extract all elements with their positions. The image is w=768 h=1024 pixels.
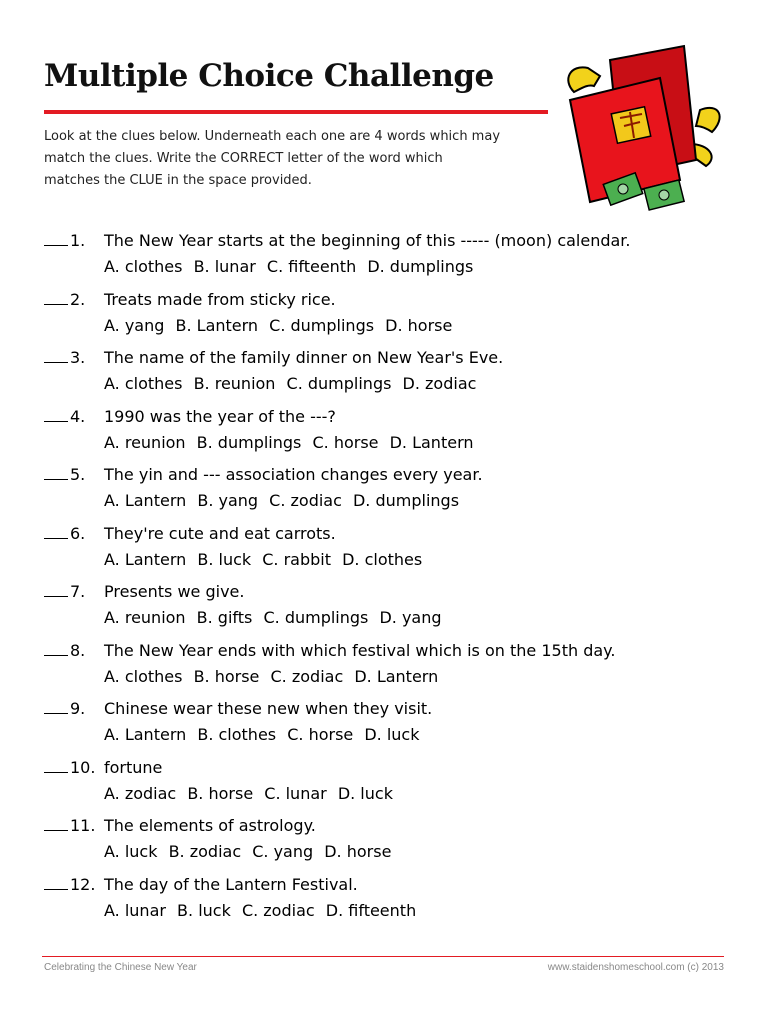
- answer-blank[interactable]: [44, 465, 68, 480]
- option-c: C. lunar: [264, 783, 327, 803]
- option-d: D. yang: [379, 608, 442, 627]
- option-c: C. horse: [287, 725, 354, 744]
- instruction-line: match the clues. Write the CORRECT letter of the word which: [44, 151, 443, 166]
- question-text: The New Year starts at the beginning of this ----- (moon) calendar.: [104, 231, 631, 250]
- option-d: D. zodiac: [402, 374, 477, 393]
- option-d: D. Lantern: [354, 666, 439, 686]
- answer-blank[interactable]: [44, 231, 68, 246]
- option-d: D. fifteenth: [325, 900, 417, 920]
- option-b: B. gifts: [196, 608, 253, 627]
- answer-blank[interactable]: [44, 524, 68, 539]
- question-item: [44, 696, 724, 755]
- option-d: D. horse: [385, 315, 453, 335]
- answer-options: [104, 433, 480, 452]
- question-text: The New Year ends with which festival which is on the 15th day.: [104, 640, 616, 660]
- question-text: 1990 was the year of the ---?: [104, 406, 336, 426]
- option-a: A. Lantern: [104, 549, 187, 569]
- answer-options: [104, 842, 397, 861]
- option-d: D. dumplings: [367, 257, 474, 276]
- question-item: [44, 521, 724, 580]
- option-a: A. clothes: [104, 666, 183, 686]
- answer-blank[interactable]: [44, 816, 68, 831]
- option-c: C. dumplings: [269, 315, 375, 335]
- footer-copyright: www.staidenshomeschool.com (c) 2013: [547, 962, 724, 973]
- option-a: A. clothes: [104, 257, 183, 276]
- answer-options: [104, 608, 448, 627]
- answer-blank[interactable]: [44, 641, 68, 656]
- answer-blank[interactable]: [44, 348, 68, 363]
- question-text: The day of the Lantern Festival.: [104, 874, 358, 894]
- answer-blank[interactable]: [44, 875, 68, 890]
- option-b: B. lunar: [193, 257, 256, 276]
- answer-options: [104, 491, 465, 510]
- option-b: B. dumplings: [196, 432, 302, 452]
- option-a: A. luck: [104, 842, 158, 861]
- option-d: D. luck: [364, 725, 420, 744]
- option-b: B. horse: [193, 666, 260, 686]
- question-item: [44, 579, 724, 638]
- question-item: [44, 872, 724, 931]
- question-item: [44, 345, 724, 404]
- answer-options: [104, 257, 479, 276]
- option-c: C. yang: [252, 842, 314, 861]
- question-text: The yin and --- association changes every year.: [104, 465, 483, 484]
- option-c: C. horse: [312, 432, 379, 452]
- option-b: B. luck: [177, 900, 231, 920]
- question-number: 4.: [70, 406, 86, 426]
- question-text: Chinese wear these new when they visit.: [104, 699, 433, 718]
- option-c: C. zodiac: [241, 900, 315, 920]
- option-c: C. zodiac: [270, 666, 344, 686]
- option-a: A. reunion: [104, 608, 186, 627]
- answer-options: [104, 374, 482, 393]
- footer-divider: [42, 956, 724, 957]
- answer-blank[interactable]: [44, 407, 68, 422]
- answer-options: [104, 725, 425, 744]
- answer-options: [104, 667, 444, 686]
- question-number: 8.: [70, 640, 86, 660]
- option-b: B. Lantern: [175, 315, 259, 335]
- answer-blank[interactable]: [44, 758, 68, 773]
- option-c: C. rabbit: [262, 549, 331, 569]
- question-number: 5.: [70, 465, 86, 484]
- option-d: D. Lantern: [389, 432, 474, 452]
- red-envelope-icon: [550, 40, 730, 220]
- title-divider: [44, 110, 548, 114]
- footer-title: Celebrating the Chinese New Year: [44, 962, 197, 973]
- option-a: A. reunion: [104, 432, 186, 452]
- question-number: 2.: [70, 289, 86, 309]
- question-number: 3.: [70, 348, 86, 367]
- option-b: B. yang: [197, 491, 259, 510]
- answer-blank[interactable]: [44, 582, 68, 597]
- answer-options: [104, 901, 422, 920]
- answer-blank[interactable]: [44, 699, 68, 714]
- question-number: 7.: [70, 582, 86, 601]
- option-a: A. yang: [104, 315, 165, 335]
- question-list: [44, 228, 724, 930]
- question-text: Treats made from sticky rice.: [104, 289, 336, 309]
- question-text: The elements of astrology.: [104, 816, 316, 835]
- question-text: They're cute and eat carrots.: [104, 523, 336, 543]
- question-text: fortune: [104, 757, 163, 777]
- answer-options: [104, 316, 458, 335]
- question-number: 9.: [70, 699, 86, 718]
- question-item: [44, 813, 724, 872]
- question-number: 10.: [70, 757, 96, 777]
- option-b: B. luck: [197, 549, 252, 569]
- option-c: C. fifteenth: [266, 257, 357, 276]
- option-d: D. horse: [324, 842, 392, 861]
- option-b: B. reunion: [193, 374, 276, 393]
- option-d: D. luck: [337, 783, 393, 803]
- question-number: 11.: [70, 816, 96, 835]
- question-item: [44, 287, 724, 346]
- option-a: A. Lantern: [104, 725, 187, 744]
- option-b: B. clothes: [197, 725, 277, 744]
- question-item: [44, 755, 724, 814]
- instruction-line: matches the CLUE in the space provided.: [44, 173, 312, 188]
- answer-options: [104, 784, 399, 803]
- question-number: 6.: [70, 523, 86, 543]
- question-item: [44, 228, 724, 287]
- option-c: C. dumplings: [263, 608, 369, 627]
- option-d: D. clothes: [342, 549, 423, 569]
- option-d: D. dumplings: [352, 491, 460, 510]
- option-a: A. Lantern: [104, 491, 187, 510]
- question-text: Presents we give.: [104, 582, 245, 601]
- option-c: C. dumplings: [286, 374, 392, 393]
- answer-options: [104, 550, 428, 569]
- question-item: [44, 462, 724, 521]
- question-number: 12.: [70, 874, 96, 894]
- question-text: The name of the family dinner on New Year's Eve.: [104, 348, 504, 367]
- question-item: [44, 404, 724, 463]
- option-a: A. lunar: [104, 900, 166, 920]
- question-number: 1.: [70, 231, 86, 250]
- option-a: A. zodiac: [104, 783, 177, 803]
- page-title: Multiple Choice Challenge: [44, 58, 494, 94]
- instructions: [44, 126, 524, 192]
- option-b: B. zodiac: [168, 842, 242, 861]
- answer-blank[interactable]: [44, 290, 68, 305]
- instruction-line: Look at the clues below. Underneath each one are 4 words which may: [44, 129, 501, 144]
- question-item: [44, 638, 724, 697]
- option-c: C. zodiac: [269, 491, 342, 510]
- option-b: B. horse: [187, 783, 254, 803]
- option-a: A. clothes: [104, 374, 183, 393]
